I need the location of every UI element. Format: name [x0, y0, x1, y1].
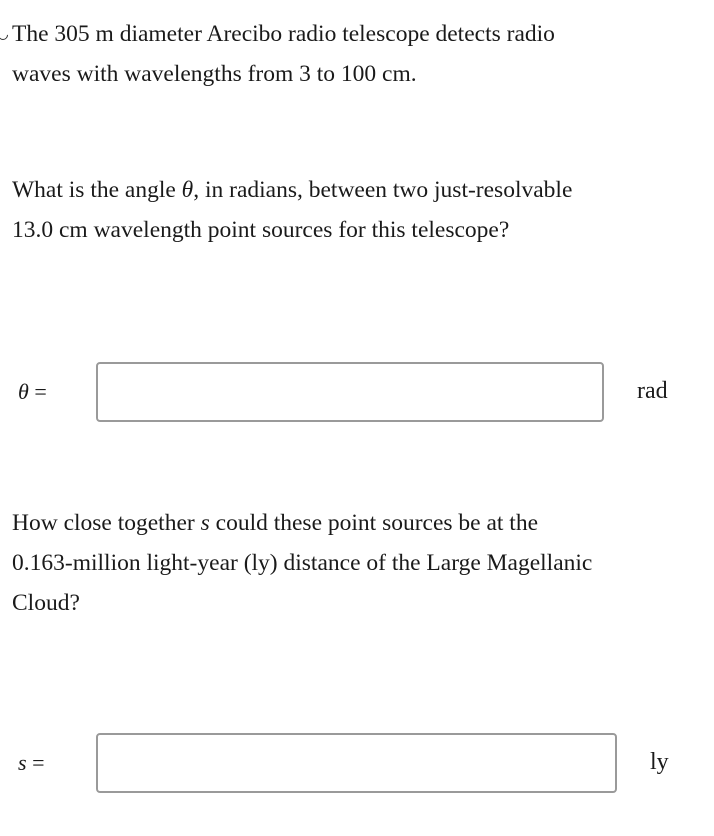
q2-s-symbol: s: [200, 510, 210, 536]
s-label: [18, 749, 44, 777]
question-1-text: [12, 170, 572, 250]
theta-equals: =: [28, 379, 47, 404]
q1-line-2: 13.0 cm wavelength point sources for this telescope?: [12, 217, 510, 243]
s-variable: s: [18, 750, 27, 775]
bullet-icon: [0, 28, 10, 42]
q1-text-before: What is the angle: [12, 177, 182, 203]
s-answer-input[interactable]: [96, 733, 617, 793]
theta-variable: θ: [18, 379, 29, 404]
q2-line-3: Cloud?: [12, 590, 80, 616]
s-equals: =: [26, 750, 45, 775]
q1-theta-symbol: θ: [181, 177, 194, 203]
theta-answer-input[interactable]: [96, 362, 604, 422]
s-unit-label: ly: [650, 749, 669, 775]
problem-intro: [12, 14, 555, 94]
answer-row-theta: [0, 362, 714, 426]
q1-text-after: , in radians, between two just-resolvable: [193, 177, 573, 203]
q2-line-2: 0.163-million light-year (ly) distance of the Large Magellanic: [12, 550, 593, 576]
intro-line-2: waves with wavelengths from 3 to 100 cm.: [12, 61, 417, 87]
q2-text-after: could these point sources be at the: [209, 510, 539, 536]
intro-line-1: The 305 m diameter Arecibo radio telescope detects radio: [12, 21, 555, 47]
theta-label: [18, 378, 47, 406]
question-2-text: [12, 503, 592, 623]
theta-unit-label: rad: [637, 378, 668, 404]
q2-text-before: How close together: [12, 510, 201, 536]
answer-row-s: [0, 733, 714, 797]
